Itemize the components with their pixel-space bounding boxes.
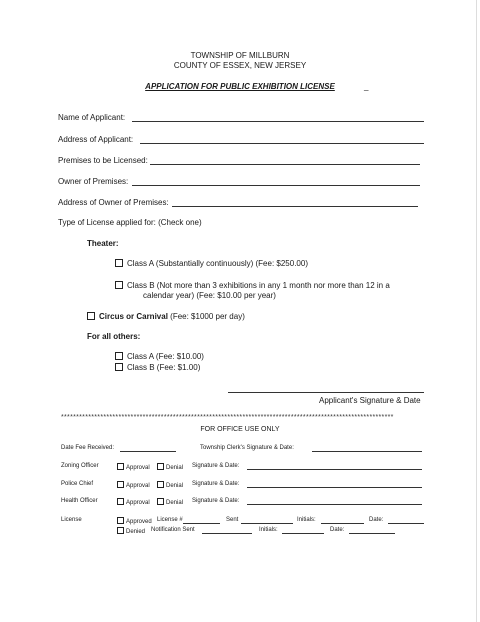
- date-label: Date:: [369, 517, 384, 523]
- zoning-approval-label: Approval: [126, 465, 150, 471]
- date2-field[interactable]: [349, 533, 395, 534]
- theater-heading: Theater:: [87, 239, 119, 248]
- zoning-approval-option[interactable]: [117, 463, 150, 471]
- health-officer-label: Health Officer: [61, 498, 98, 504]
- clerk-signature-label: Township Clerk's Signature & Date:: [200, 445, 294, 451]
- owner-of-premises-label: Owner of Premises:: [58, 177, 129, 186]
- circus-fee: (Fee: $1000 per day): [170, 312, 245, 321]
- police-denial-checkbox[interactable]: [157, 481, 164, 488]
- license-approved-checkbox[interactable]: [117, 517, 124, 524]
- theater-class-b-checkbox[interactable]: [115, 281, 123, 289]
- circus-checkbox[interactable]: [87, 312, 95, 320]
- initials2-label: Initials:: [259, 527, 278, 533]
- police-denial-option[interactable]: [157, 481, 183, 489]
- theater-class-a-option[interactable]: [115, 259, 308, 268]
- circus-option[interactable]: [87, 312, 245, 321]
- zoning-denial-checkbox[interactable]: [157, 463, 164, 470]
- health-signature-field[interactable]: [247, 504, 422, 505]
- health-denial-checkbox[interactable]: [157, 498, 164, 505]
- others-class-a-label: Class A (Fee: $10.00): [127, 352, 204, 361]
- health-approval-checkbox[interactable]: [117, 498, 124, 505]
- police-chief-label: Police Chief: [61, 481, 94, 487]
- theater-class-b-label: Class B (Not more than 3 exhibitions in any 1 month nor more than 12 in a: [127, 281, 390, 290]
- theater-class-b-label-cont: calendar year) (Fee: $10.00 per year): [143, 291, 276, 300]
- owner-address-label: Address of Owner of Premises:: [58, 198, 169, 207]
- circus-label: Circus or Carnival: [99, 312, 168, 321]
- license-type-prompt: Type of License applied for: (Check one): [58, 218, 202, 227]
- zoning-signature-field[interactable]: [247, 469, 422, 470]
- applicant-signature-field[interactable]: [228, 392, 424, 393]
- clerk-signature-field[interactable]: [312, 451, 422, 452]
- others-class-b-option[interactable]: [115, 363, 200, 372]
- license-approved-label: Approved: [126, 519, 152, 525]
- initials-label: Initials:: [297, 517, 316, 523]
- license-approved-option[interactable]: [117, 517, 152, 525]
- others-class-b-checkbox[interactable]: [115, 363, 123, 371]
- zoning-approval-checkbox[interactable]: [117, 463, 124, 470]
- zoning-denial-option[interactable]: [157, 463, 183, 471]
- others-class-b-label: Class B (Fee: $1.00): [127, 363, 201, 372]
- notification-sent-field[interactable]: [202, 533, 252, 534]
- police-approval-option[interactable]: [117, 481, 150, 489]
- date2-label: Date:: [330, 527, 345, 533]
- sent-field[interactable]: [241, 523, 293, 524]
- name-of-applicant-label: Name of Applicant:: [58, 113, 126, 122]
- sent-label: Sent: [226, 517, 239, 523]
- address-of-applicant-label: Address of Applicant:: [58, 135, 134, 144]
- initials-field[interactable]: [321, 523, 364, 524]
- police-approval-checkbox[interactable]: [117, 481, 124, 488]
- date-field[interactable]: [388, 523, 424, 524]
- stars-divider: **************************************************************************************************************: [61, 414, 394, 421]
- page-edge-divider: [476, 0, 477, 622]
- name-of-applicant-field[interactable]: [132, 121, 424, 122]
- address-of-applicant-field[interactable]: [140, 143, 424, 144]
- date-fee-field[interactable]: [120, 451, 176, 452]
- police-approval-label: Approval: [126, 483, 150, 489]
- premises-label: Premises to be Licensed:: [58, 156, 148, 165]
- county-name: COUNTY OF ESSEX, NEW JERSEY: [173, 61, 307, 70]
- zoning-officer-label: Zoning Officer: [61, 463, 99, 469]
- township-name: TOWNSHIP OF MILLBURN: [190, 51, 290, 60]
- police-signature-field[interactable]: [247, 487, 422, 488]
- license-number-field[interactable]: [183, 523, 220, 524]
- police-signature-label: Signature & Date:: [192, 481, 240, 487]
- office-use-heading: FOR OFFICE USE ONLY: [200, 426, 280, 433]
- health-approval-label: Approval: [126, 500, 150, 506]
- applicant-signature-label: Applicant's Signature & Date: [319, 396, 421, 405]
- theater-class-a-label: Class A (Substantially continuously) (Fee: $250.00): [127, 259, 308, 268]
- health-denial-label: Denial: [166, 500, 184, 506]
- form-title: APPLICATION FOR PUBLIC EXHIBITION LICENSE: [145, 82, 335, 91]
- others-class-a-checkbox[interactable]: [115, 352, 123, 360]
- title-mark: _: [364, 82, 369, 91]
- health-signature-label: Signature & Date:: [192, 498, 240, 504]
- health-denial-option[interactable]: [157, 498, 183, 506]
- others-heading: For all others:: [87, 332, 141, 341]
- license-denied-option[interactable]: [117, 527, 145, 535]
- license-denied-label: Denied: [126, 529, 146, 535]
- license-denied-checkbox[interactable]: [117, 527, 124, 534]
- date-fee-label: Date Fee Received:: [61, 445, 115, 451]
- theater-class-a-checkbox[interactable]: [115, 259, 123, 267]
- license-number-label: License #: [157, 517, 183, 523]
- zoning-signature-label: Signature & Date:: [192, 463, 240, 469]
- license-label: License: [61, 517, 82, 523]
- police-denial-label: Denial: [166, 483, 184, 489]
- owner-address-field[interactable]: [172, 206, 418, 207]
- health-approval-option[interactable]: [117, 498, 150, 506]
- premises-field[interactable]: [150, 164, 420, 165]
- zoning-denial-label: Denial: [166, 465, 184, 471]
- owner-of-premises-field[interactable]: [132, 185, 420, 186]
- others-class-a-option[interactable]: [115, 352, 204, 361]
- initials2-field[interactable]: [282, 533, 324, 534]
- notification-sent-label: Notification Sent: [151, 527, 195, 533]
- theater-class-b-option[interactable]: [115, 281, 390, 290]
